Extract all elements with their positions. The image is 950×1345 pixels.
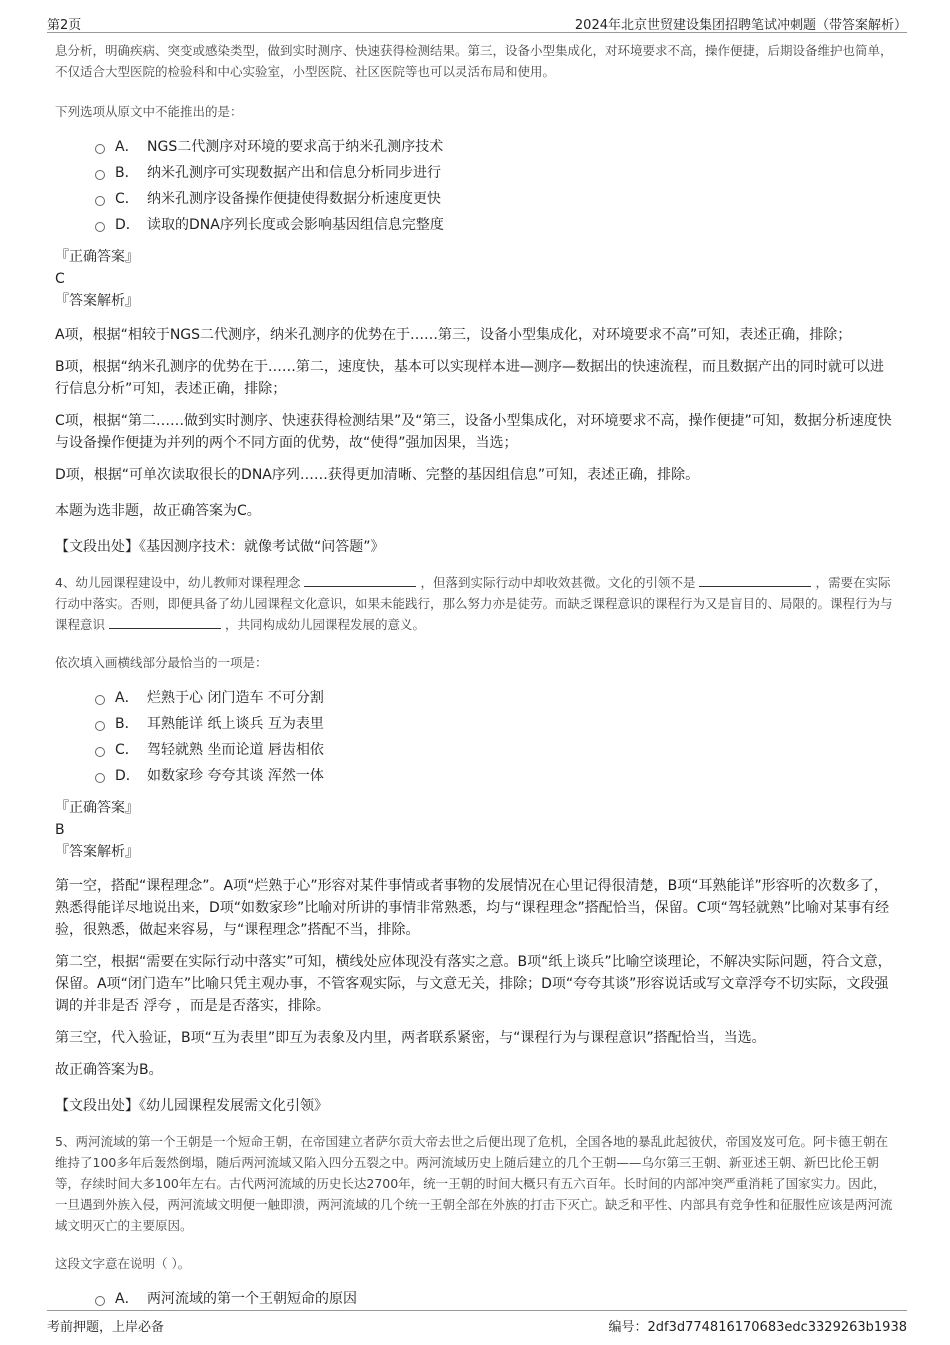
radio-icon[interactable] <box>95 721 105 731</box>
q3-options <box>95 134 895 238</box>
q4-option-b[interactable]: B． 耳熟能详 纸上谈兵 互为表里 <box>95 711 895 737</box>
q3-conclusion: 本题为选非题，故正确答案为C。 <box>55 503 261 519</box>
q3-option-a[interactable]: A． NGS二代测序对环境的要求高于纳米孔测序技术 <box>95 134 895 160</box>
q4-conclusion: 故正确答案为B。 <box>55 1062 163 1078</box>
radio-icon[interactable] <box>95 196 105 206</box>
q4-stem: 4、幼儿园课程建设中，幼儿教师对课程理念 ，但落到实际行动中却收效甚微。文化的引领不是 ，需要在实际行动中落实。否则，即便具备了幼儿园课程文化意识，如果未能践行，那么努力亦是徒劳。而缺乏课程意识的课程行为又是盲目的、局限的。课程行为与课程意识 ，共同构成幼儿园课程发展的意义。 <box>55 575 893 632</box>
q4-option-a[interactable]: A． 烂熟于心 闭门造车 不可分割 <box>95 685 895 711</box>
document-body <box>55 40 895 1312</box>
q3-option-b[interactable]: B． 纳米孔测序可实现数据产出和信息分析同步进行 <box>95 160 895 186</box>
q4-answer: B <box>55 822 65 838</box>
passage-continuation: 息分析，明确疾病、突变或感染类型，做到实时测序、快速获得检测结果。第三，设备小型集成化，对环境要求不高，操作便捷，后期设备维护也简单，不仅适合大型医院的检验科和中心实验室，小型医院、社区医院等也可以灵活布局和使用。 <box>55 43 893 79</box>
q4-explanation-2: 第二空，根据“需要在实际行动中落实”可知，横线处应体现没有落实之意。B项“纸上谈兵”比喻空谈理论，不解决实际问题，符合文意，保留。A项“闭门造车”比喻只凭主观办事，不管客观实际，与文意无关，排除；D项“夸夸其谈”形容说话或写文章浮夸不切实际，文段强调的并非是否 浮夸 ，而是是否落实，排除。 <box>55 954 892 1014</box>
q5-option-a[interactable]: A． 两河流域的第一个王朝短命的原因 <box>95 1286 895 1312</box>
blank-3 <box>109 616 221 629</box>
q3-answer: C <box>55 271 65 287</box>
radio-icon[interactable] <box>95 170 105 180</box>
q4-analysis-label: 『答案解析』 <box>55 844 139 860</box>
q4-answer-label: 『正确答案』 <box>55 800 139 816</box>
blank-2 <box>699 574 811 587</box>
radio-icon[interactable] <box>95 695 105 705</box>
document-id: 编号：2df3d774816170683edc3329263b1938 <box>608 1320 907 1335</box>
radio-icon[interactable] <box>95 747 105 757</box>
q3-analysis-label: 『答案解析』 <box>55 293 139 309</box>
q3-option-d[interactable]: D． 读取的DNA序列长度或会影响基因组信息完整度 <box>95 212 895 238</box>
radio-icon[interactable] <box>95 222 105 232</box>
q4-explanation-3: 第三空，代入验证，B项“互为表里”即互为表象及内里，两者联系紧密，与“课程行为与课程意识”搭配恰当，当选。 <box>55 1030 766 1046</box>
q4-option-d[interactable]: D． 如数家珍 夸夸其谈 浑然一体 <box>95 763 895 789</box>
blank-1 <box>304 574 416 587</box>
radio-icon[interactable] <box>95 773 105 783</box>
q4-source: 【文段出处】《幼儿园课程发展需文化引领》 <box>55 1098 328 1114</box>
q3-explanation-a: A项，根据“相较于NGS二代测序，纳米孔测序的优势在于……第三，设备小型集成化，对环境要求不高”可知，表述正确，排除； <box>55 327 852 343</box>
document-title: 2024年北京世贸建设集团招聘笔试冲刺题（带答案解析） <box>574 18 907 33</box>
q3-explanation-b: B项，根据“纳米孔测序的优势在于……第二，速度快，基本可以实现样本进—测序—数据出的快速流程，而且数据产出的同时就可以进行信息分析”可知，表述正确，排除； <box>55 359 884 397</box>
footer-slogan: 考前押题，上岸必备 <box>47 1320 165 1335</box>
q5-stem: 5、两河流域的第一个王朝是一个短命王朝，在帝国建立者萨尔贡大帝去世之后便出现了危机，全国各地的暴乱此起彼伏，帝国岌岌可危。阿卡德王朝在维持了100多年后轰然倒塌，随后两河流域又陷入四分五裂之中。两河流域历史上随后建立的几个王朝——乌尔第三王朝、新亚述王朝、新巴比伦王朝等，存续时间大多100年左右。古代两河流域的历史长达2700年，统一王朝的时间大概只有五六百年。长时间的内部冲突严重消耗了国家实力。因此，一旦遇到外族入侵，两河流域文明便一触即溃，两河流域的几个统一王朝全部在外族的打击下灭亡。缺乏和平性、内部具有竞争性和征服性应该是两河流域文明灭亡的主要原因。 <box>55 1134 893 1233</box>
radio-icon[interactable] <box>95 1296 105 1306</box>
radio-icon[interactable] <box>95 144 105 154</box>
page-footer <box>47 1310 907 1341</box>
q4-explanation-1: 第一空，搭配“课程理念”。A项“烂熟于心”形容对某件事情或者事物的发展情况在心里记得很清楚，B项“耳熟能详”形容听的次数多了，熟悉得能详尽地说出来，D项“如数家珍”比喻对所讲的事情非常熟悉，均与“课程理念”搭配恰当，保留。C项“驾轻就熟”比喻对某事有经验，很熟悉，做起来容易，与“课程理念”搭配不当，排除。 <box>55 878 890 938</box>
q5-prompt: 这段文字意在说明（ ）。 <box>55 1256 191 1271</box>
page-number: 第2页 <box>47 18 82 33</box>
q3-answer-label: 『正确答案』 <box>55 249 139 265</box>
q4-option-c[interactable]: C． 驾轻就熟 坐而论道 唇齿相依 <box>95 737 895 763</box>
page-header <box>47 8 907 33</box>
q4-prompt: 依次填入画横线部分最恰当的一项是： <box>55 655 268 670</box>
q3-source: 【文段出处】《基因测序技术：就像考试做“问答题”》 <box>55 539 385 555</box>
q3-option-c[interactable]: C． 纳米孔测序设备操作便捷使得数据分析速度更快 <box>95 186 895 212</box>
q5-options <box>95 1286 895 1312</box>
q3-prompt: 下列选项从原文中不能推出的是： <box>55 104 243 119</box>
q3-explanation-c: C项，根据“第二……做到实时测序、快速获得检测结果”及“第三，设备小型集成化，对环境要求不高，操作便捷”可知，数据分析速度快与设备操作便捷为并列的两个不同方面的优势，故“使得”强加因果，当选； <box>55 413 892 451</box>
q3-explanation-d: D项，根据“可单次读取很长的DNA序列……获得更加清晰、完整的基因组信息”可知，表述正确，排除。 <box>55 467 700 483</box>
q4-options <box>95 685 895 789</box>
